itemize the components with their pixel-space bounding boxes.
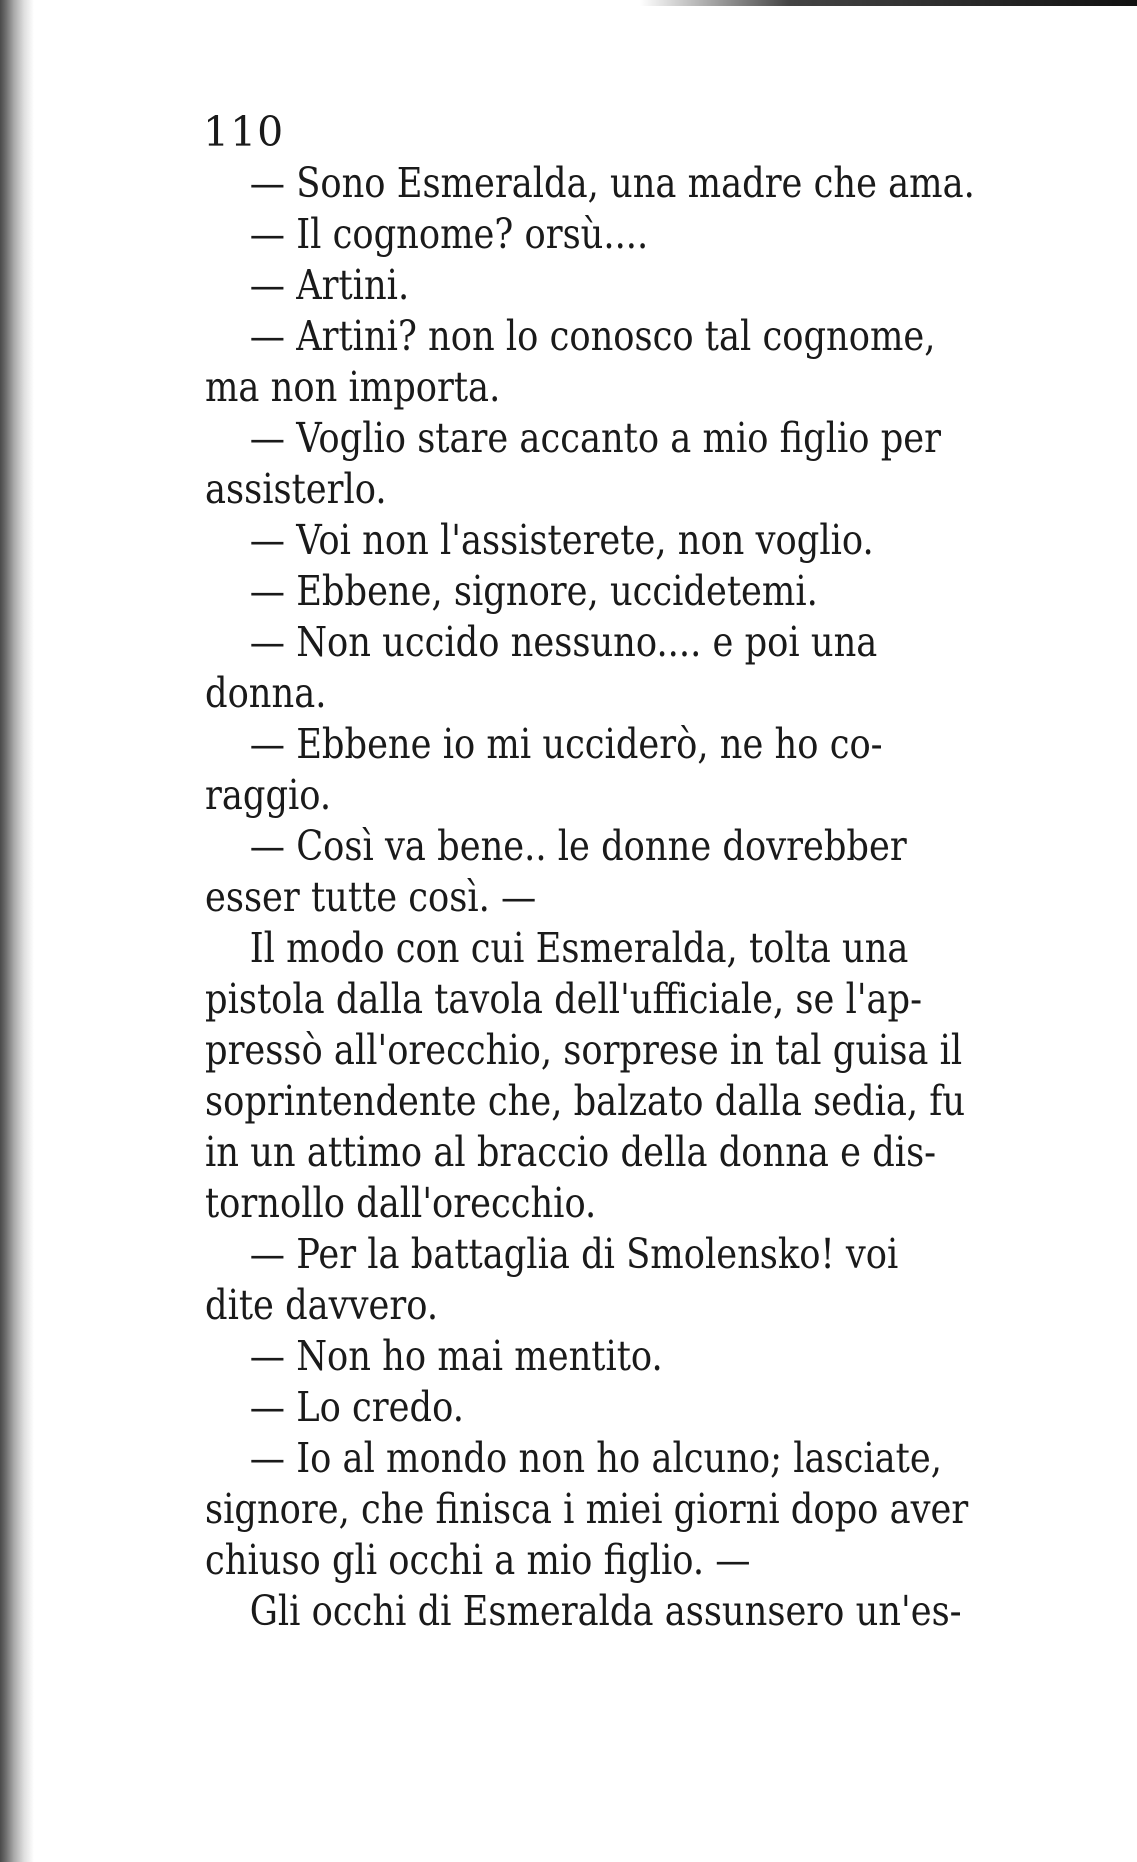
text-line: — Voi non l'assisterete, non voglio.	[249, 516, 874, 564]
text-line: donna.	[205, 669, 327, 717]
text-line: in un attimo al braccio della donna e dis-	[205, 1128, 937, 1176]
text-line: raggio.	[205, 771, 332, 819]
text-line: soprintendente che, balzato dalla sedia, fu	[205, 1077, 966, 1125]
text-line: — Lo credo.	[249, 1383, 464, 1431]
text-line: — Non uccido nessuno.... e poi una	[249, 618, 878, 666]
text-line: — Io al mondo non ho alcuno; lasciate,	[249, 1434, 942, 1482]
text-line: — Artini.	[249, 261, 410, 309]
text-line: dite davvero.	[205, 1281, 439, 1329]
text-line: — Ebbene, signore, uccidetemi.	[249, 567, 818, 615]
text-line: pistola dalla tavola dell'ufficiale, se l'ap-	[205, 975, 923, 1023]
text-line: signore, che finisca i miei giorni dopo aver	[205, 1485, 969, 1533]
text-line: pressò all'orecchio, sorprese in tal guisa il	[205, 1026, 963, 1074]
top-scan-rule	[640, 0, 1137, 6]
text-line: — Voglio stare accanto a mio figlio per	[249, 414, 942, 462]
text-line: — Ebbene io mi ucciderò, ne ho co-	[249, 720, 883, 768]
page-binding-edge	[0, 0, 34, 1862]
text-line: — Sono Esmeralda, una madre che ama.	[249, 159, 975, 207]
text-line: esser tutte così. —	[205, 873, 537, 921]
text-line: ma non importa.	[205, 363, 501, 411]
text-line: chiuso gli occhi a mio figlio. —	[205, 1536, 751, 1584]
text-line: — Non ho mai mentito.	[249, 1332, 663, 1380]
text-line: — Così va bene.. le donne dovrebber	[249, 822, 907, 870]
text-line: assisterlo.	[205, 465, 387, 513]
page-body-text	[205, 158, 975, 1637]
page-number: 110	[203, 108, 285, 156]
text-line: — Per la battaglia di Smolensko! voi	[249, 1230, 899, 1278]
text-line: Il modo con cui Esmeralda, tolta una	[249, 924, 909, 972]
text-line: tornollo dall'orecchio.	[205, 1179, 597, 1227]
text-line: — Il cognome? orsù....	[249, 210, 649, 258]
text-line: — Artini? non lo conosco tal cognome,	[249, 312, 936, 360]
text-line: Gli occhi di Esmeralda assunsero un'es-	[249, 1587, 962, 1635]
